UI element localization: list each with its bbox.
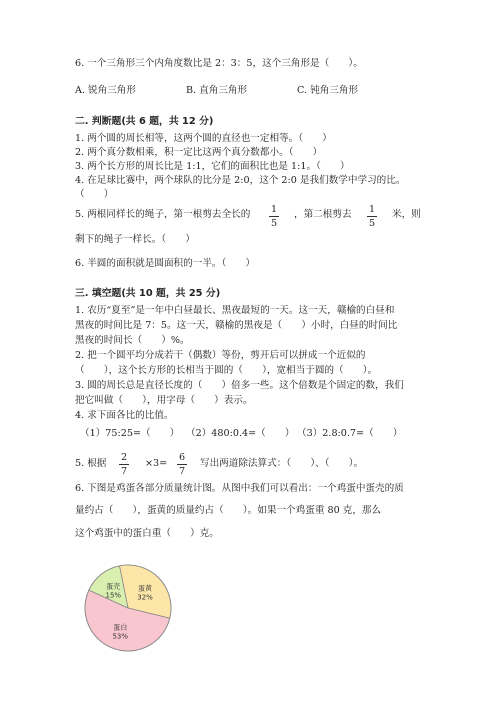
fraction-two-sevenths <box>118 452 130 477</box>
judgement-item-4-blank: （ ） <box>75 189 114 200</box>
section-heading-fill-blank: 三. 填空题(共 10 题，共 25 分) <box>75 288 221 299</box>
option-b: B. 直角三角形 <box>186 85 248 96</box>
judgement-item-1: 1. 两个圆的周长相等，这两个圆的直径也一定相等。（ ） <box>75 133 332 144</box>
option-a: A. 锐角三角形 <box>75 85 136 96</box>
ratio-1: （1）75:25=（ ） <box>80 428 180 439</box>
judgement-item-6: 6. 半圆的面积就是圆面积的一半。（ ） <box>75 258 256 269</box>
fraction-one-fifth-b <box>366 204 378 229</box>
fraction-denominator: 7 <box>120 466 128 477</box>
judgement-item-5-line2: 剩下的绳子一样长。（ ） <box>75 234 195 245</box>
fraction-denominator: 5 <box>270 218 278 229</box>
judgement-item-5-part1: 5. 两根同样长的绳子，第一根剪去全长的 <box>75 209 251 220</box>
fraction-numerator: 1 <box>368 204 376 215</box>
fraction-numerator: 1 <box>270 204 278 215</box>
option-c: C. 钝角三角形 <box>297 85 359 96</box>
fraction-numerator: 6 <box>178 452 186 463</box>
fraction-one-fifth-a <box>268 204 280 229</box>
fill-item-1-line2: 黑夜的时间比是 7：5。这一天，赣榆的黑夜是（ ）小时，白昼的时间比 <box>75 320 398 331</box>
pie-slice-label: 蛋白 <box>113 623 128 632</box>
pie-slice-label: 蛋黄 <box>138 584 153 593</box>
fill-item-5-times: ×3= <box>145 458 168 469</box>
pie-slice-value: 32% <box>137 593 153 602</box>
ratio-2: （2）480:0.4=（ ） <box>186 428 295 439</box>
fill-item-1-line3: 黑夜的时间长（ ）%。 <box>75 335 190 346</box>
fraction-numerator: 2 <box>120 452 128 463</box>
fill-item-3-line2: 把它叫做（ ），用字母（ ）表示。 <box>75 395 253 406</box>
fill-item-1-line1: 1. 农历“夏至”是一年中白昼最长、黑夜最短的一天。这一天，赣榆的白昼和 <box>75 305 395 316</box>
question-6-choice: 6. 一个三角形三个内角度数比是 2：3：5，这个三角形是（ ）。 <box>75 58 363 69</box>
section-heading-judgement: 二. 判断题(共 6 题，共 12 分) <box>75 116 214 127</box>
judgement-item-4: 4. 在足球比赛中，两个球队的比分是 2:0，这个 2:0 是我们数学中学习的比。 <box>75 175 406 186</box>
judgement-item-5-part3: 米，则 <box>392 209 421 220</box>
pie-slice-value: 53% <box>112 632 129 641</box>
fill-item-5-suffix: 写出两道除法算式：（ ）、（ ）。 <box>200 458 364 469</box>
fill-item-4: 4. 求下面各比的比值。 <box>75 410 174 421</box>
fraction-denominator: 7 <box>178 466 186 477</box>
pie-slice-label: 蛋壳 <box>106 582 121 591</box>
fill-item-3-line1: 3. 圆的周长总是直径长度的（ ）倍多一些。这个倍数是个固定的数，我们 <box>75 380 404 391</box>
fraction-six-sevenths <box>176 452 188 477</box>
judgement-item-3: 3. 两个长方形的周长比是 1:1，它们的面积比也是 1:1。（ ） <box>75 161 350 172</box>
fill-item-6-line2: 量约占（ ），蛋黄的质量约占（ ）。如果一个鸡蛋重 80 克，那么 <box>75 505 382 516</box>
fill-item-2-line1: 2. 把一个圆平均分成若干（偶数）等份，剪开后可以拼成一个近似的 <box>75 350 366 361</box>
pie-slice-value: 15% <box>105 591 122 600</box>
fill-item-2-line2: （ ），这个长方形的长相当于圆的（ ），宽相当于圆的（ ）。 <box>75 365 378 376</box>
ratio-3: （3）2.8:0.7=（ ） <box>297 428 403 439</box>
egg-composition-pie-chart <box>78 558 178 658</box>
judgement-item-2: 2. 两个真分数相乘，积一定比这两个真分数都小。（ ） <box>75 147 323 158</box>
fill-item-6-line1: 6. 下图是鸡蛋各部分质量统计图。从图中我们可以看出：一个鸡蛋中蛋壳的质 <box>75 483 404 494</box>
judgement-item-5-part2: ，第二根剪去 <box>294 209 352 220</box>
fill-item-5-prefix: 5. 根据 <box>75 458 107 469</box>
fill-item-6-line3: 这个鸡蛋中的蛋白重（ ）克。 <box>75 528 219 539</box>
fraction-denominator: 5 <box>368 218 376 229</box>
